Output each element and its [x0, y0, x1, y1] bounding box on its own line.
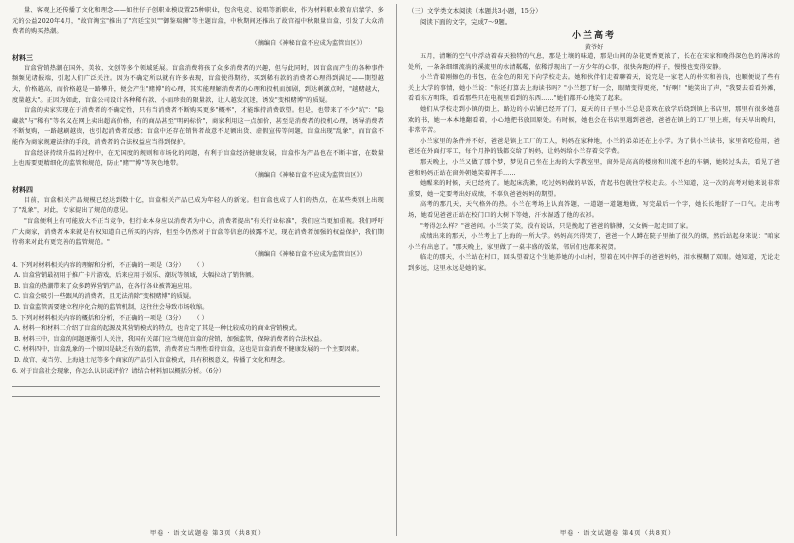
- material-three-paragraph: 盲盒营销热潮在国外，美妆、文创等多个领域延展。盲盒消费将孩了众多消费者的兴趣，但与此同时，因盲盒而产生的各种事件频频见诸报端，引起人们广泛关注。因为不确定所以就有许多表现，盲盒使得期待，买到稀有款的消费者心理得到满足——期望越大，价格越高，而价格越是一路攀升，便会产生"赌博"的心理，其实能理解消费者的心理和投机而加剧，到达刺激点时，"越赌越大，度量越大"。正因为如此，盲盒公司设计各种稀有款、小而珍贵的限量款，让人越发沉迷，诱发"变相赌博"的质疑。: [12, 64, 384, 104]
- story-paragraph: 那天晚上，小兰又做了那个梦，梦见自己坐在上海的大学教室里，窗外是高高的楼房和川流不息的车辆，她转过头去，看见了爸爸和妈妈正站在窗外朝她笑着挥手……: [408, 158, 780, 177]
- story-paragraph: 小兰背着刚擦色的书包，在金色的阳光下向学校走去。她和伙伴们走着聊着天，说完是一家老人的朴实和善良，也顺便说了些有关上大学的事情，她小兰说："你还打算去上海读书吗？"小兰想了好一会，眼睛变得更亮，"好啊！"她笑出了声，"我要去看看外滩，看看东方明珠，看看那些只在电视里看到的东西……"她们都开心地笑了起来。: [408, 74, 780, 103]
- question-5-option-a: A. 材料一和材料二介绍了盲盒的起源及其营销模式的特点，也肯定了其是一种比较成功的商业营销模式。: [14, 325, 301, 333]
- source-note: （摘编自《神秘盲盒不应成为监管盲区》）: [251, 250, 366, 258]
- source-note: （摘编自《神秘盲盒不应成为监管盲区》）: [251, 171, 366, 179]
- story-author: 黄爷好: [584, 44, 604, 51]
- material-four-paragraph: "盲盒便利上有可能放大不正当竞争，但行业本身应以消费者为中心，消费者提出"有关行业标准"，我们应当更加重视。我们呼吁广大商家，消费者本来就是有权知道自己所买的内容，但至今仍然对于盲盒等信息的披露不足，现在消费者加强的权益保护，我们期待将来对此有更完善的监管规范。": [12, 217, 384, 247]
- question-4-option-b: B. 盲盒的热潮带来了众多跨界营销产品，在各行各业被普遍应用。: [14, 282, 196, 290]
- source-note: （摘编自《神秘盲盒不应成为监管盲区》）: [251, 39, 366, 47]
- material-three-paragraph: 盲盒的卖家实现在于消费者的不确定性，只有当消费者不断购买更多"概率"，才能维持消费欲望。但是，也带来了不少"坑"："隐藏款"与"稀有"等名义在网上卖出超高价格，有的商品甚至"明码标价"，商家利用这一点加价，甚至是消费者的投机心理，诱导消费者不断复购，一路越刷越贵，也引起消费者反感；盲盒中还存在销售者故意不足额出货、虚假宣传等问题，盲盒出现"乱象"，而盲盒不能作为商家规避法律的手段，消费者的合法权益应当得到保护。: [12, 107, 384, 146]
- material-three-heading: 材料三: [12, 52, 33, 62]
- story-paragraph: 她们从学校走到小镇的街上，路边的小店铺已经开了门，夏天的日子里小兰总是喜欢在放学后绕到镇上书店里，那里有很多她喜欢的书，她一本本地翻看着，小心地把书放回原处。有时候，她也会在书店里遇到爸爸，爸爸在镇上的工厂里上班，每天早出晚归，非常辛苦。: [408, 105, 780, 135]
- material-four-paragraph: 目前，盲盒相关产品规模已经达到数十亿，盲盒相关产品已成为年轻人的新宠。但盲盒也成了人们的热点，在某些类别上出现了"乱象"，对此，专家提出了规范的意见。: [12, 196, 384, 215]
- page-divider: [396, 4, 397, 536]
- material-three-paragraph: 盲盒经济持续升温的过程中，在无国度的规则和市场化的问题，有利于盲盒经济健康发展，盲盒作为产品也在不断丰富，在数量上也需要更精细化的监管和规范，防止"赌""博"等灰色地带。: [12, 149, 384, 168]
- material-four-heading: 材料四: [12, 184, 33, 194]
- question-4-option-a: A. 盲盒营销最初用于推广卡片游戏，后来应用于娱乐、潮玩等领域，大幅拉动了销售额。: [14, 272, 258, 280]
- answer-line[interactable]: [12, 377, 380, 387]
- question-5-option-b: B. 材料三中，盲盒的问题逐渐引人关注，我国有关部门应当规范盲盒的营销，加强监管，保障消费者的合法权益。: [14, 335, 326, 343]
- question-4-option-d: D. 盲盒监管需要建立程序化合规的监管机制，这往往会导致市场收缩。: [14, 304, 209, 312]
- story-paragraph: 高考的那几天，天气格外的热。小兰在考场上认真答题，一道题一道题地做，写完最后一个字，她长长地舒了一口气。走出考场，她看见爸爸正站在校门口的大树下等她，汗水湿透了他的衣衫。: [408, 201, 780, 219]
- answer-blank[interactable]: （ ）: [193, 314, 208, 322]
- question-4-option-c: C. 盲盒会吸引一些跟风的消费者，且无法消除"变相赌博"的质疑。: [14, 293, 196, 301]
- story-paragraph: 五月，清晰的空气中浮动着春天独特的气息，那是土壤的味道，那是山间的杂花更香更浓了，长在在宋家和晚得深色色的薄冰的处所，一条条细细流淌的溪流里的水清粼粼，依稀浮现出了一方少年的心事，很快奔跑的样子，慢慢也变得安静。: [408, 53, 780, 71]
- section-heading: （三）文学类文本阅读（本题共3小题，15分）: [408, 7, 542, 15]
- question-5-option-d: D. 故宫、麦当劳、上海迪士尼等多个商家的产品引入盲盒模式，具有积极意义，传播了文化和理念。: [14, 357, 289, 365]
- story-paragraph: 她醒来的时候，天已经亮了。她起床洗漱，吃过妈妈做的早饭，背起书包就往学校走去。小兰知道，这一次的高考对她来说非常重要，她一定要考出好成绩，不辜负爸爸妈妈的期望。: [408, 180, 780, 198]
- left-page: [12, 6, 384, 516]
- question-5-option-c: C. 材料四中，盲盒乱象的一个原因是缺乏有效的监管，消费者应当理性看待盲盒，这也是盲盒消费不健康发展的一个主要因素。: [14, 346, 363, 354]
- story-paragraph: 小兰家里的条件并不好，爸爸是镇上工厂的工人，妈妈在家种地，小兰的弟弟还在上小学。为了供小兰读书，家里省吃俭用，爸爸还在外面打零工，每个月挣的钱都交给了妈妈，让妈妈给小兰存着交学费。: [408, 137, 780, 156]
- right-page: [408, 6, 780, 516]
- page-footer: 甲卷 · 语文试题卷 第3页（共8页）: [150, 530, 266, 537]
- story-title: 小兰高考: [571, 31, 616, 41]
- question-6: 6. 对于盲盒社会现象，你怎么认识或评价？请结合材料加以概括分析。（6分）: [12, 367, 225, 375]
- intro-paragraph: 量、客观上还传播了文化和理念——如往仔子创职业模设置25种职业，包含电竞、说唱等新职业，作为材料职业教育启蒙学、多元的公益2020年4月，"故宫淘宝"推出了"宫廷宝贝""御鉴瑞狮"等主题盲盒，中秋期间还推出了故宫福中秋限量盲盒，引发了大众消费者的购买热潮。: [12, 7, 384, 36]
- reading-instruction: 阅读下面的文字，完成7～9题。: [420, 18, 512, 26]
- question-4: [12, 261, 384, 272]
- question-5: [12, 314, 384, 325]
- answer-blank[interactable]: （ ）: [193, 261, 208, 269]
- page-footer: 甲卷 · 语文试题卷 第4页（共8页）: [560, 530, 676, 537]
- answer-line[interactable]: [12, 387, 380, 397]
- story-paragraph: 成绩出来的那天，小兰考上了上海的一所大学。妈妈高兴得哭了，爸爸一个人蹲在院子里抽了很久的烟，然后站起身来说："咱家小兰有出息了。"那天晚上，家里做了一桌丰盛的饭菜，邻居们也都来祝贺。: [408, 233, 780, 251]
- question-4-stem: 4. 下列对材料相关内容的理解和分析，不正确的一项是（3分）: [12, 261, 185, 269]
- question-5-stem: 5. 下列对材料相关内容的概括和分析，不正确的一项是（3分）: [12, 314, 185, 322]
- story-paragraph: 临走的那天，小兰站在村口，回头望着这个生她养她的小山村，望着在风中挥手的爸爸妈妈，泪水模糊了双眼。她知道，无论走到多远，这里永远是她的家。: [408, 254, 780, 272]
- story-paragraph: "考得怎么样？"爸爸问。小兰笑了笑，没有说话，只是挽起了爸爸的胳膊，父女俩一起走回了家。: [420, 222, 693, 230]
